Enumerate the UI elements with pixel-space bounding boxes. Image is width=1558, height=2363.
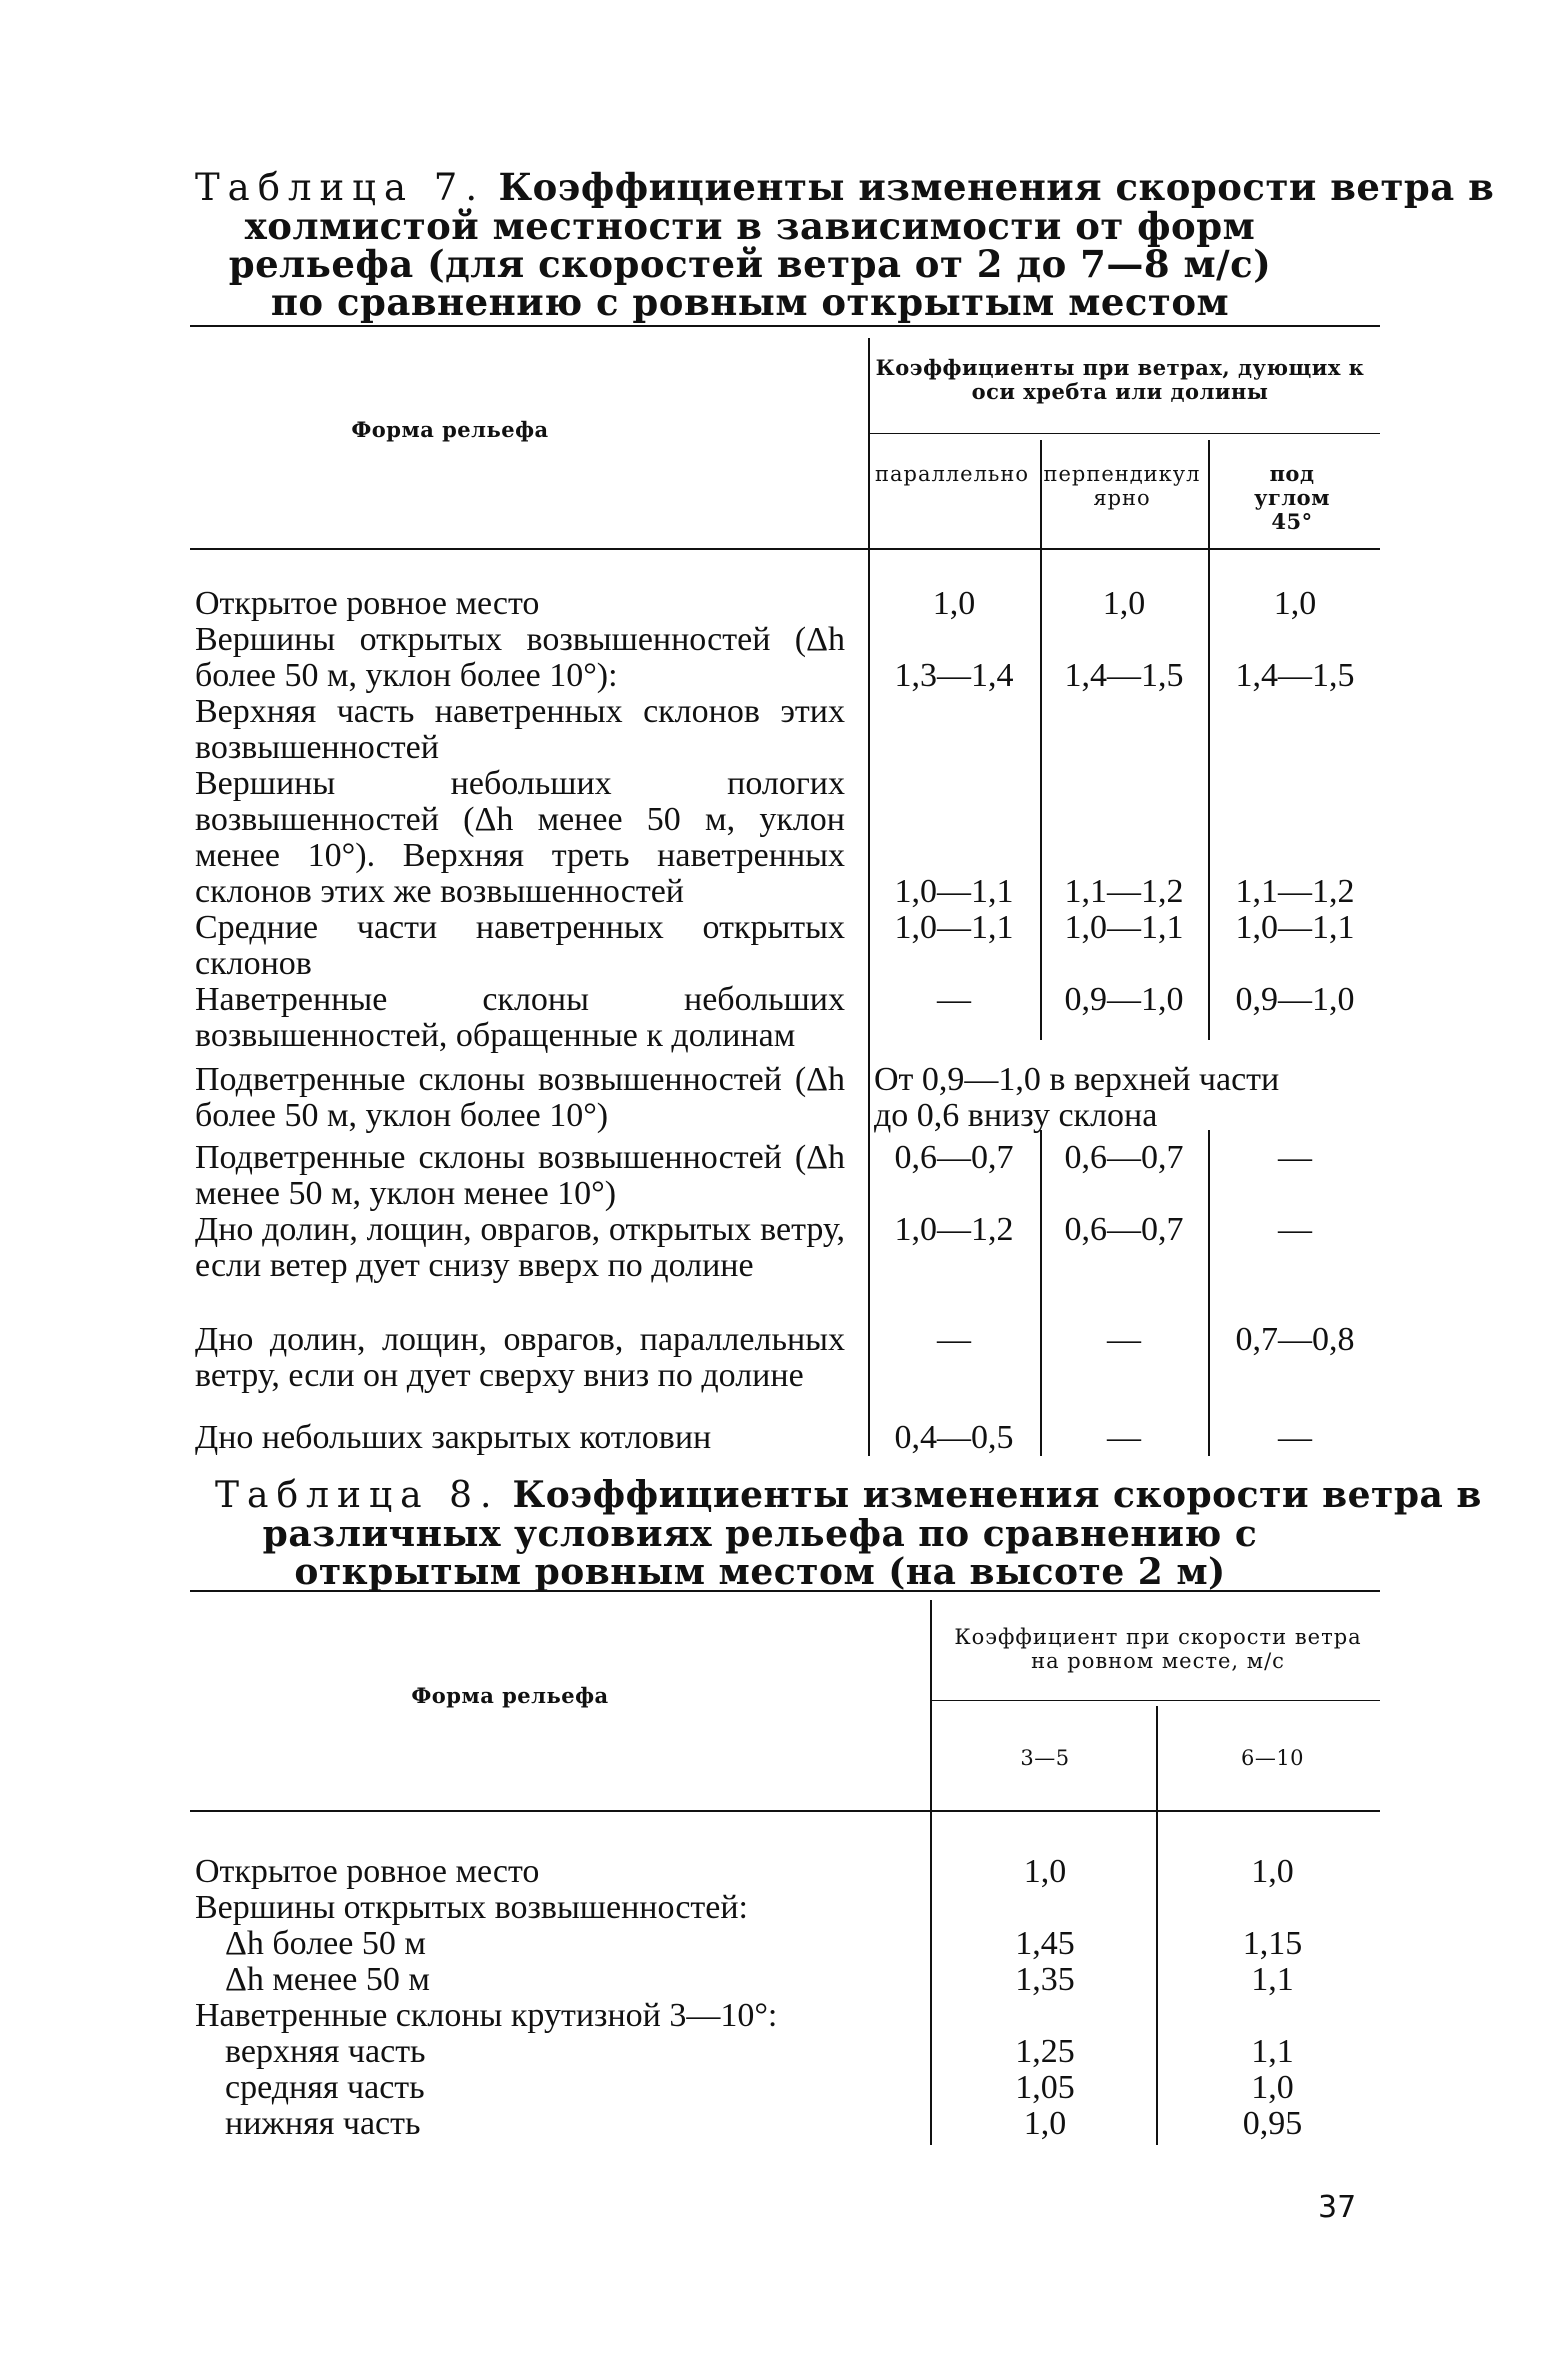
table8-caption-line3: открытым ровным местом (на высоте 2 м) bbox=[294, 1551, 1226, 1593]
table8-cell: 1,05 bbox=[1015, 2069, 1075, 2106]
table8-caption-label: Таблица 8. bbox=[215, 1475, 500, 1516]
table8-cell: 1,0 bbox=[1251, 1853, 1294, 1890]
table7-row-label: Дно небольших закрытых котловин bbox=[195, 1419, 712, 1456]
table7-cell: 1,0—1,1 bbox=[1235, 909, 1355, 946]
table7-cell: 1,0—1,1 bbox=[1064, 909, 1184, 946]
table8-cell: 1,0 bbox=[1023, 2105, 1067, 2142]
table7-cell: — bbox=[1278, 1211, 1312, 1248]
table7-cell: — bbox=[937, 981, 971, 1018]
table7-cell: — bbox=[1278, 1419, 1312, 1456]
table7-header-col1: параллельно bbox=[874, 462, 1029, 486]
table7-cell: 0,6—0,7 bbox=[894, 1139, 1014, 1176]
table7-vline-2b bbox=[1040, 1130, 1042, 1456]
table7-span-line2: до 0,6 внизу склона bbox=[874, 1097, 1158, 1134]
table7-caption-label: Таблица 7. bbox=[195, 166, 486, 209]
table7-row-label: Наветренные склоны небольших возвышенностей, обращенные к долинам bbox=[195, 981, 845, 1054]
table7-cell: 1,0 bbox=[932, 585, 976, 622]
table7-vline-3 bbox=[1208, 440, 1210, 1040]
table7-cell: 1,0—1,1 bbox=[894, 873, 1014, 910]
table7-cell: 0,9—1,0 bbox=[1235, 981, 1355, 1018]
table8-row-label: Открытое ровное место bbox=[195, 1853, 540, 1890]
table7-cell: 1,4—1,5 bbox=[1064, 657, 1184, 694]
table7-cell: 1,0 bbox=[1273, 585, 1317, 622]
table7-cell: — bbox=[1107, 1419, 1141, 1456]
table8-cell: 1,25 bbox=[1015, 2033, 1075, 2070]
table7-row-label: Средние части наветренных открытых склонов bbox=[195, 909, 845, 982]
table7-row-label: Верхняя часть наветренных склонов этих возвышенностей bbox=[195, 693, 845, 766]
table7-header-form: Форма рельефа bbox=[351, 417, 549, 442]
table8-header-group: Коэффициент при скорости ветра на ровном месте, м/с bbox=[954, 1625, 1362, 1673]
table7-cell: 1,4—1,5 bbox=[1235, 657, 1355, 694]
table8-header-form: Форма рельефа bbox=[411, 1683, 609, 1708]
table7-header-col2: перпендикулярно bbox=[1043, 462, 1201, 510]
table7-caption bbox=[195, 165, 1495, 324]
table7-caption-line3: рельефа (для скоростей ветра от 2 до 7—8 м/с) bbox=[228, 242, 1272, 286]
table8-cell: 1,1 bbox=[1251, 1961, 1294, 1998]
table7-row-label: Дно долин, лощин, оврагов, параллельных ветру, если он дует сверху вниз по долине bbox=[195, 1321, 845, 1394]
table7-cell: 1,0—1,1 bbox=[894, 909, 1014, 946]
table7-row-label: Открытое ровное место bbox=[195, 585, 540, 622]
table8-cell: 1,1 bbox=[1251, 2033, 1294, 2070]
table8-row-label: средняя часть bbox=[225, 2069, 425, 2106]
table7-caption-text1: Коэффициенты изменения скорости ветра в bbox=[498, 165, 1495, 209]
table8-header-rule bbox=[190, 1810, 1380, 1812]
table7-cell: 0,9—1,0 bbox=[1064, 981, 1184, 1018]
table8-row-label: Δh менее 50 м bbox=[225, 1961, 430, 1998]
table8-row-label: верхняя часть bbox=[225, 2033, 426, 2070]
table8-row-label: Наветренные склоны крутизной 3—10°: bbox=[195, 1997, 778, 2034]
table8-row-label: Вершины открытых возвышенностей: bbox=[195, 1889, 748, 1926]
table8-cell: 1,45 bbox=[1015, 1925, 1075, 1962]
table8-top-rule bbox=[190, 1590, 1380, 1592]
table7-caption-line1 bbox=[195, 165, 1495, 209]
table8-cell: 1,0 bbox=[1023, 1853, 1067, 1890]
table8-vline-2 bbox=[1156, 1706, 1158, 2145]
table7-row-label: Вершины небольших пологих возвышенностей (Δh менее 50 м, уклон менее 10°). Верхняя треть наветренных склонов этих же возвышенностей bbox=[195, 765, 845, 910]
table8-caption-line1 bbox=[215, 1474, 1482, 1516]
table7-row-label: Подветренные склоны возвышенностей (Δh более 50 м, уклон более 10°) bbox=[195, 1061, 845, 1134]
table7-caption-line2: холмистой местности в зависимости от форм bbox=[244, 204, 1256, 248]
table8-caption-text1: Коэффициенты изменения скорости ветра в bbox=[512, 1474, 1482, 1516]
table8-header-col1: 3—5 bbox=[1020, 1746, 1070, 1770]
table7-cell: 0,7—0,8 bbox=[1235, 1321, 1355, 1358]
table8-vline-1 bbox=[930, 1600, 932, 2145]
table7-cell: — bbox=[1278, 1139, 1312, 1176]
table7-cell: 1,1—1,2 bbox=[1235, 873, 1355, 910]
table8-group-rule bbox=[930, 1700, 1380, 1701]
table8-row-label: нижняя часть bbox=[225, 2105, 421, 2142]
table7-header-col3: под углом 45° bbox=[1254, 461, 1330, 534]
table7-cell: — bbox=[1107, 1321, 1141, 1358]
table8-caption-line2: различных условиях рельефа по сравнению с bbox=[262, 1513, 1258, 1555]
table7-header-rule bbox=[190, 548, 1380, 550]
table7-cell: 0,6—0,7 bbox=[1064, 1139, 1184, 1176]
table8-cell: 0,95 bbox=[1242, 2105, 1303, 2142]
table8-header-col2: 6—10 bbox=[1240, 1746, 1305, 1770]
table7-top-rule bbox=[190, 325, 1380, 327]
table8-cell: 1,35 bbox=[1015, 1961, 1075, 1998]
table7-cell: 1,0—1,2 bbox=[894, 1211, 1014, 1248]
table7-caption-line4: по сравнению с ровным открытым местом bbox=[270, 280, 1230, 324]
table7-vline-3b bbox=[1208, 1130, 1210, 1456]
table7-span-line1: От 0,9—1,0 в верхней части bbox=[874, 1061, 1280, 1098]
table7-row-label: Вершины открытых возвышенностей (Δh более 50 м, уклон более 10°): bbox=[195, 621, 845, 694]
table8-cell: 1,0 bbox=[1251, 2069, 1294, 2106]
page-number: 37 bbox=[1318, 2190, 1357, 2225]
table7-cell: 0,4—0,5 bbox=[894, 1419, 1014, 1456]
table7-header-group: Коэффициенты при ветрах, дующих к оси хребта или долины bbox=[875, 355, 1365, 404]
table7-cell: 1,1—1,2 bbox=[1064, 873, 1184, 910]
table7-cell: 1,0 bbox=[1102, 585, 1146, 622]
table7-row-label: Подветренные склоны возвышенностей (Δh менее 50 м, уклон менее 10°) bbox=[195, 1139, 845, 1212]
table7-vline-2 bbox=[1040, 440, 1042, 1040]
table7-cell: — bbox=[937, 1321, 971, 1358]
table7-cell: 1,3—1,4 bbox=[894, 657, 1014, 694]
table8-caption bbox=[215, 1474, 1482, 1593]
table7-row-label: Дно долин, лощин, оврагов, открытых ветру, если ветер дует снизу вверх по долине bbox=[195, 1211, 845, 1284]
table8-cell: 1,15 bbox=[1242, 1925, 1303, 1962]
table8-row-label: Δh более 50 м bbox=[225, 1925, 426, 1962]
table7-group-rule bbox=[870, 433, 1380, 434]
table7-cell: 0,6—0,7 bbox=[1064, 1211, 1184, 1248]
